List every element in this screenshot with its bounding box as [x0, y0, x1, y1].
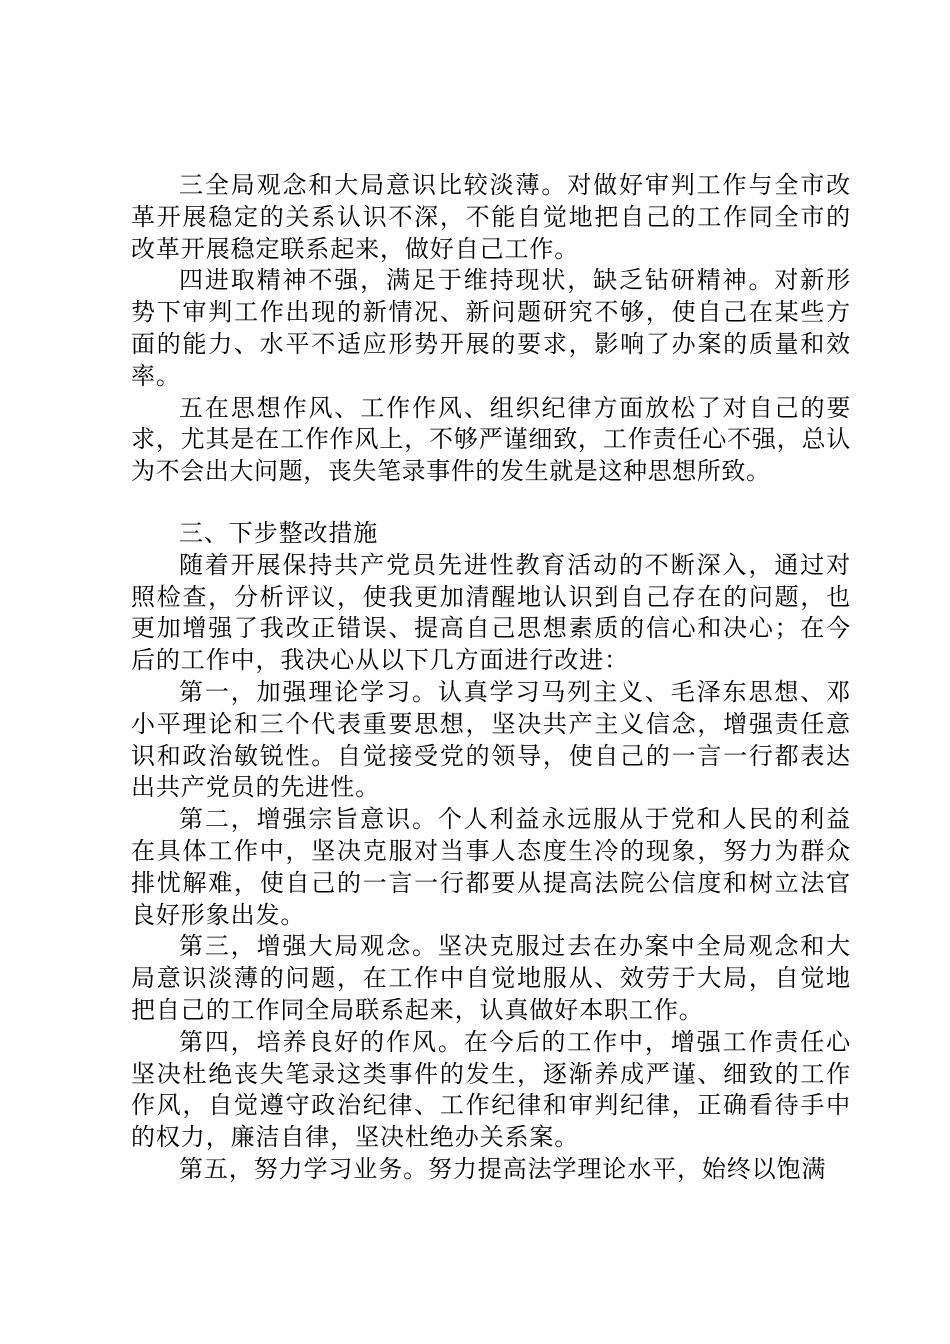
paragraph-fifth-measure: 第五，努力学习业务。努力提高法学理论水平，始终以饱满 [179, 1154, 827, 1183]
paragraph-work-style: 五在思想作风、工作作风、组织纪律方面放松了对自己的要求，尤其是在工作作风上，不够严谨细致，工作责任心不强，总认为不会出大问题，丧失笔录事件的发生就是这种思想所致。 [131, 393, 851, 486]
paragraph-first-measure: 第一，加强理论学习。认真学习马列主义、毛泽东思想、邓小平理论和三个代表重要思想，坚决共产主义信念，增强责任意识和政治敏锐性。自觉接受党的领导，使自己的一言一行都表达出共产党员的先进性。 [131, 677, 851, 802]
paragraph-progress-spirit: 四进取精神不强，满足于维持现状，缺乏钻研精神。对新形势下审判工作出现的新情况、新问题研究不够，使自己在某些方面的能力、水平不适应形势开展的要求，影响了办案的质量和效率。 [131, 266, 851, 390]
paragraph-third-measure: 第三，增强大局观念。坚决克服过去在办案中全局观念和大局意识淡薄的问题，在工作中自觉地服从、效劳于大局，自觉地把自己的工作同全局联系起来，认真做好本职工作。 [131, 932, 851, 1024]
paragraph-fourth-measure: 第四，培养良好的作风。在今后的工作中，增强工作责任心坚决杜绝丧失笔录这类事件的发生，逐渐养成严谨、细致的工作作风，自觉遵守政治纪律、工作纪律和审判纪律，正确看待手中的权力，廉洁自律，坚决杜绝办关系案。 [131, 1027, 851, 1152]
section-heading: 三、下步整改措施 [179, 518, 379, 547]
document-page [131, 170, 851, 1186]
paragraph-intro: 随着开展保持共产党员先进性教育活动的不断深入，通过对照检查，分析评议，使我更加清醒地认识到自己存在的问题，也更加增强了我改正错误、提高自己思想素质的信心和决心；在今后的工作中，我决心从以下几方面进行改进： [131, 550, 851, 675]
paragraph-global-view: 三全局观念和大局意识比较淡薄。对做好审判工作与全市改革开展稳定的关系认识不深，不能自觉地把自己的工作同全市的改革开展稳定联系起来，做好自己工作。 [131, 171, 851, 263]
paragraph-second-measure: 第二，增强宗旨意识。个人利益永远服从于党和人民的利益在具体工作中，坚决克服对当事人态度生冷的现象，努力为群众排忧解难，使自己的一言一行都要从提高法院公信度和树立法官良好形象出发。 [131, 805, 851, 929]
